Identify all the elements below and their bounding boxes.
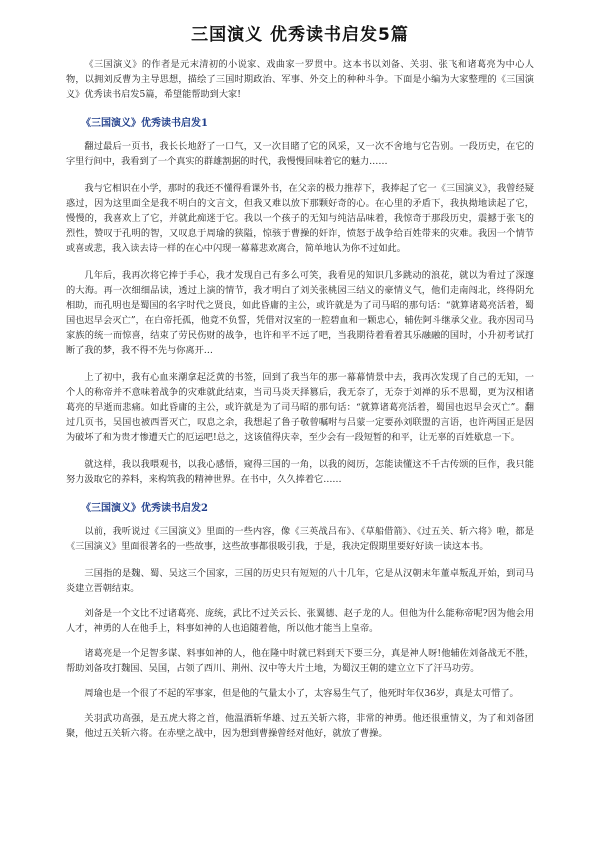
section-2-paragraph: 周瑜也是一个很了不起的军事家，但是他的气量太小了，太容易生气了，他死时年仅36岁，真是太可惜了。 [84,688,519,699]
section-2-paragraph: 诸葛亮是一个足智多谋、料事如神的人，他在隆中时就已料到天下要三分，真是神人呀!他辅佐刘备战无不胜，帮助刘备攻打魏国、吴国，占领了西川、荆州、汉中等大片土地，为蜀汉王朝的建立立下了汗马功劳。 [66,648,534,674]
section-2-paragraph: 以前，我听说过《三国演义》里面的一些内容，像《三英战吕布》、《草船借箭》、《过五关、斩六将》啦，都是《三国演义》里面很著名的一些故事，这些故事都很吸引我，于是，我决定假期里要好好读一读这本书。 [66,526,534,552]
intro-paragraph: 《三国演义》的作者是元末清初的小说家、戏曲家一罗贯中。这本书以刘备、关羽、张飞和诸葛亮为中心人物，以拥刘反曹为主导思想，描绘了三国时期政治、军事、外交上的种种斗争。下面是小编为大家整理的《三国演义》优秀读书启发5篇，希望能帮助到大家! [66,59,534,100]
section-2-paragraph: 三国指的是魏、蜀、吴这三个国家，三国的历史只有短短的八十几年，它是从汉朝末年董卓叛乱开始，到司马炎建立晋朝结束。 [66,568,534,594]
section-2-paragraph: 刘备是一个文比不过诸葛亮、庞统，武比不过关云长、张翼德、赵子龙的人。但他为什么能称帝呢?因为他会用人才，神勇的人在他手上，料事如神的人也追随着他，所以他才能当上皇帝。 [66,608,534,634]
section-1-heading: 《三国演义》优秀读书启发1 [81,118,208,129]
document-title: 三国演义 优秀读书启发5篇 [191,25,409,45]
section-2-paragraph: 关羽武功高强，是五虎大将之首，他温酒斩华雄、过五关斩六将，非常的神勇。他还很重情义，为了和刘备团聚，他过五关斩六将。在赤壁之战中，因为想到曹操曾经对他好，就放了曹操。 [66,713,534,739]
section-1-paragraph: 我与它相识在小学，那时的我还不懂得看课外书，在父亲的极力推荐下，我捧起了它一《三国演义》，我曾经疑惑过，因为这里面全是我不明白的文言文，但我又难以放下那颗好奇的心。在心里的矛盾下，我执拗地读起了它，慢慢的，我喜欢上了它，并就此痴迷于它。我以一个孩子的无知与纯洁品味着，我惊奇于那段历史，震撼于张飞的烈性，赞叹于孔明的智，又叹息于周瑜的狭隘，惊骇于曹操的奸诈，愤怒于战争给百姓带来的灾难。我因一个情节或喜或悲，我入读去诗一样的在心中闪现一幕幕悲欢离合，简单地认为你不过如此。 [66,183,534,254]
section-2-heading: 《三国演义》优秀读书启发2 [81,503,208,514]
section-1-paragraph: 几年后，我再次将它捧于手心，我才发现自己有多么可笑，我看见的知识几多跳动的浪花，就以为看过了深邃的大海。再一次细细品读，透过上演的情节，我才明白了刘关张桃园三结义的豪情义气，他们走南闯北，终得阴允相助，而孔明也是蜀国的名字时代之贤良，如此昏庸的主公，或许就是为了司马昭的那句话：“就算诸葛亮活着，蜀国也迟早会灭亡”，在白帝托孤，他竟不负誓，凭借对汉室的一腔碧血和一颗忠心，辅佐阿斗继承父业。我亦因司马家族的统一而惊喜，结束了劳民伤财的战争，也许和平不远了吧，当我期待着看着其乐融融的国时，小升初考试打断了我的梦，我不得不先与你离开… [66,270,534,356]
section-1-paragraph: 就这样，我以我喂观书，以我心感悟，窥得三国的一角，以我的阅历，怎能读懂这不千古传颂的巨作，我只能努力汲取它的养料，来构筑我的精神世界。在书中，久久捧着它…… [66,459,534,485]
section-1-paragraph: 上了初中，我有心血来潮拿起泛黄的书签，回到了我当年的那一幕幕情景中去，我再次发现了自己的无知，一个人的称帝并不意味着战争的灾难就此结束，当司马炎天择篡后，我无奈了，无奈于刘禅的乐不思蜀，更为汉相诸葛亮的早逝而悲痛。如此昏庸的主公，或许就是为了司马昭的那句话：“就算诸葛亮活着，蜀国也迟早会灭亡”。翻过几页书，吴国也被西晋灭亡，叹息之余，我想起了鲁子敬曾嘱咐与吕蒙一定要孙刘联盟的言语，也许两国正是因为破坏了和为贵才惨遭天亡的厄运吧!总之，这该值得庆幸，至少会有一段短暂的和平，让无辜的百姓歇息一下。 [66,372,534,443]
section-1-paragraph: 翻过最后一页书，我长长地舒了一口气，又一次目睹了它的风采，又一次不舍地与它告别。一段历史，在它的字里行间中，我看到了一个真实的群雄割据的时代，我慢慢回味着它的魅力…… [66,141,534,167]
